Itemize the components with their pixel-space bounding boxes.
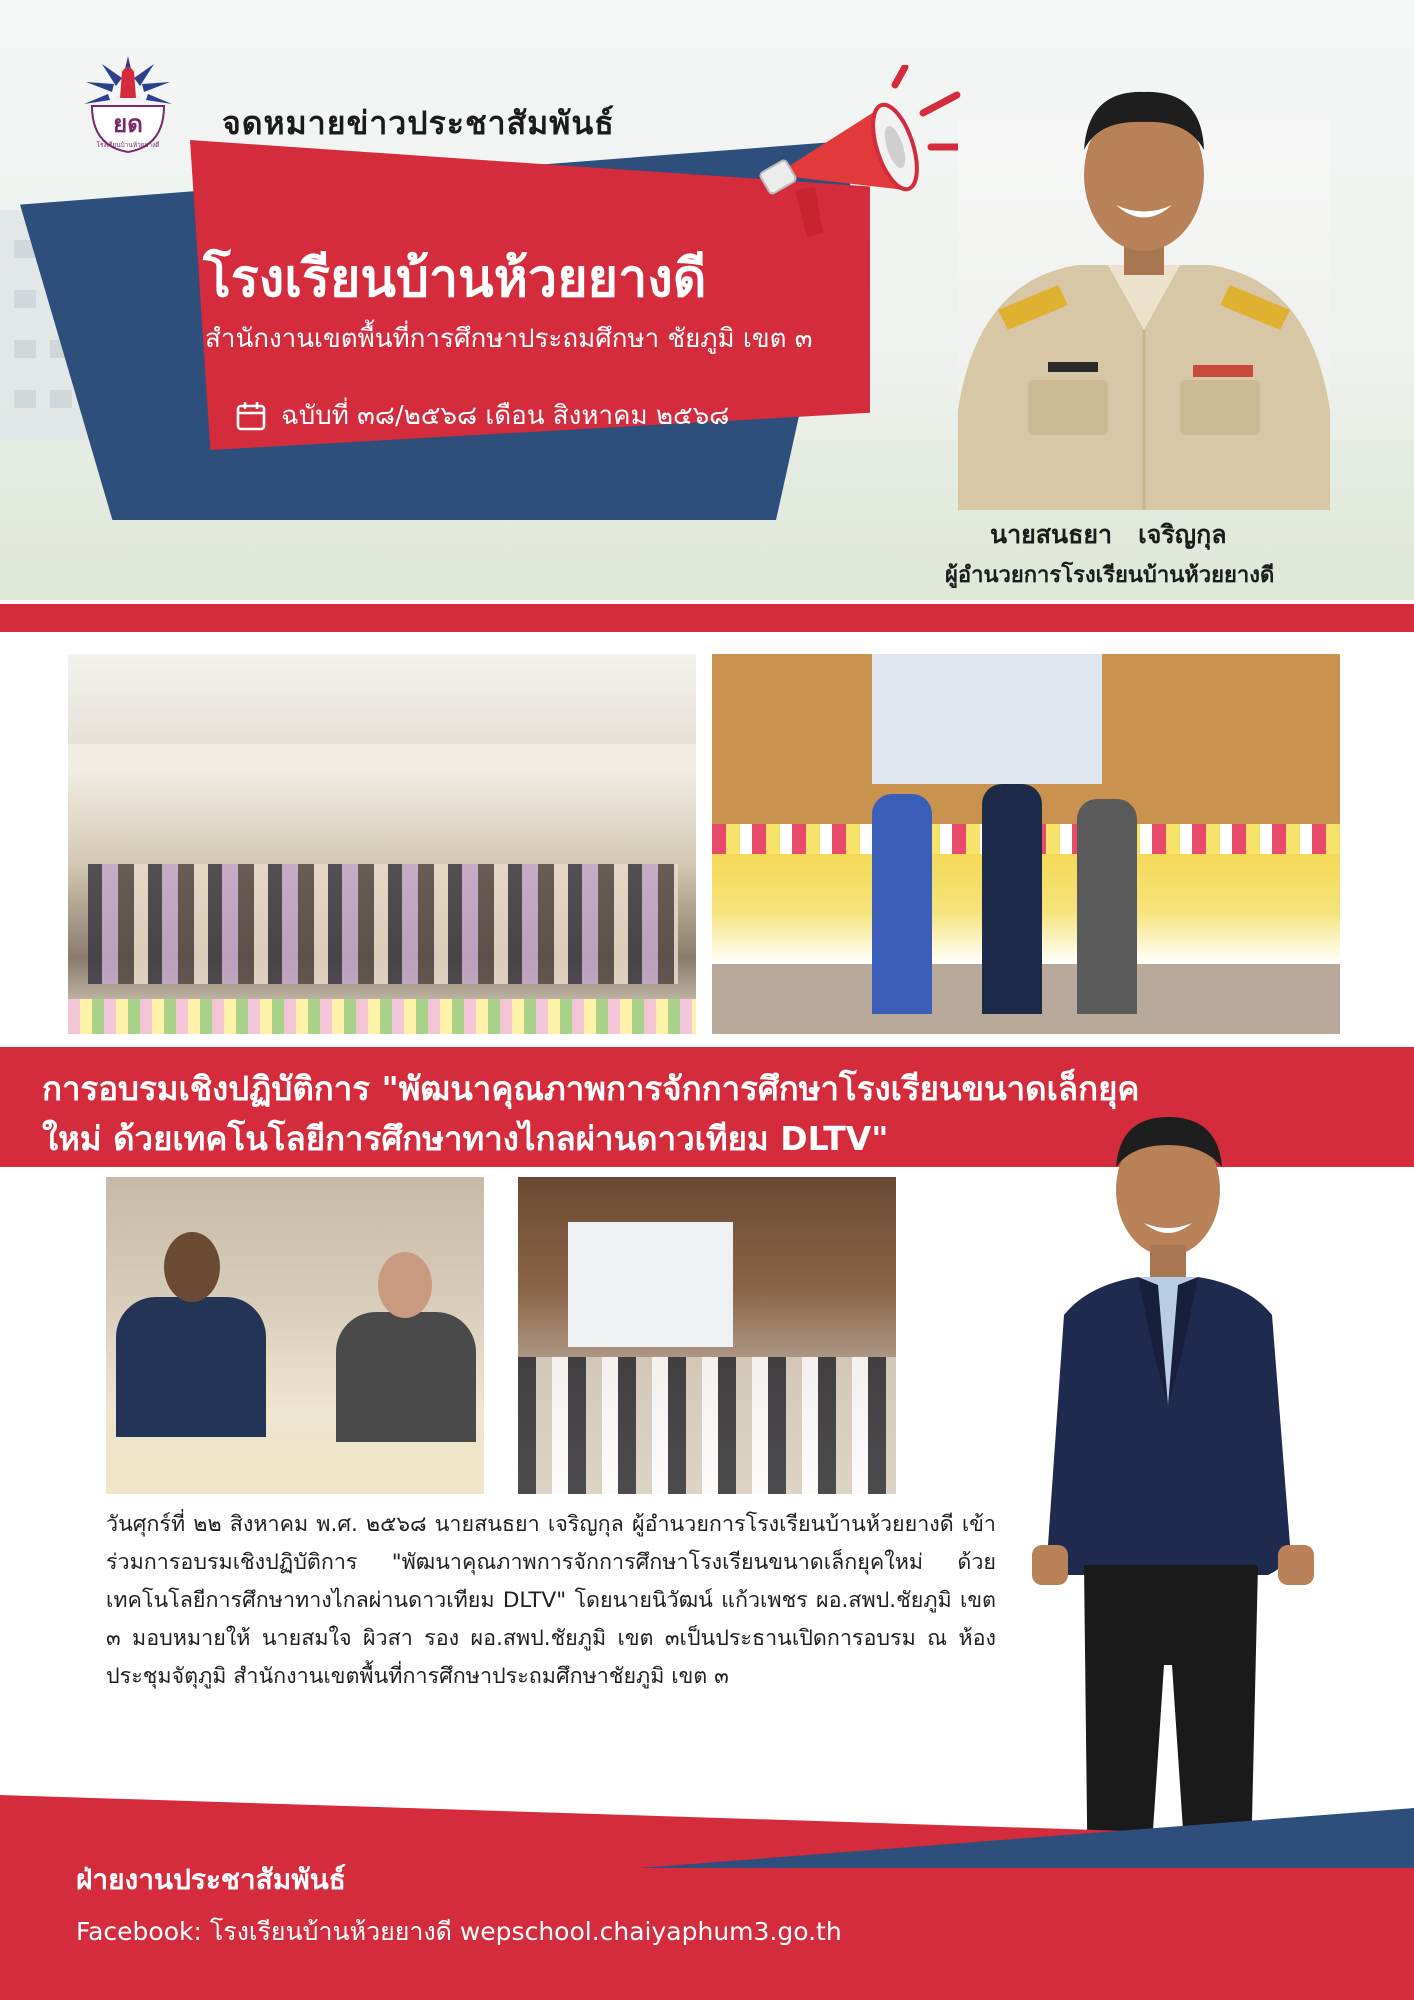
- footer-contact: Facebook: โรงเรียนบ้านห้วยยางดี wepschool.chaiyaphum3.go.th: [76, 1917, 842, 1946]
- officials-photo: [712, 654, 1340, 1034]
- conference-photo: [518, 1177, 896, 1494]
- megaphone-icon: [745, 65, 975, 255]
- issue-info: [235, 395, 729, 436]
- school-name: โรงเรียนบ้านห้วยยางดี: [203, 249, 707, 309]
- article-headline-line2: ใหม่ ด้วยเทคโนโลยีการศึกษาทางไกลผ่านดาวเทียม DLTV": [42, 1119, 889, 1158]
- director-title: ผู้อำนวยการโรงเรียนบ้านห้วยยางดี: [945, 563, 1275, 588]
- svg-text:โรงเรียนบ้านห้วยยางดี: โรงเรียนบ้านห้วยยางดี: [96, 141, 160, 149]
- school-logo-icon: [82, 48, 174, 158]
- group-photo: [68, 654, 696, 1034]
- footer-department: ฝ่ายงานประชาสัมพันธ์: [76, 1863, 346, 1896]
- office-name: สำนักงานเขตพื้นที่การศึกษาประถมศึกษา ชัยภูมิ เขต ๓: [205, 324, 813, 354]
- calendar-icon: [235, 400, 267, 432]
- director-name: นายสนธยา เจริญกุล: [990, 520, 1227, 549]
- issue-number: ฉบับที่ ๓๘/๒๕๖๘ เดือน สิงหาคม ๒๕๖๘: [281, 401, 730, 431]
- svg-text:ยด: ยด: [113, 109, 143, 138]
- article-body: วันศุกร์ที่ ๒๒ สิงหาคม พ.ศ. ๒๕๖๘ นายสนธยา เจริญกุล ผู้อำนวยการโรงเรียนบ้านห้วยยางดี เข้าร่วมการอบรมเชิงปฏิบัติการ "พัฒนาคุณภาพการจักการศึกษาโรงเรียนขนาดเล็กยุคใหม่ ด้วยเทคโนโลยีการศึกษาทางไกลผ่านดาวเทียม DLTV" โดยนายนิวัฒน์ แก้วเพชร ผอ.สพป.ชัยภูมิ เขต ๓ มอบหมายให้ นายสมใจ ผิวสา รอง ผอ.สพป.ชัยภูมิ เขต ๓เป็นประธานเปิดการอบรม ณ ห้องประชุมจัตุภูมิ สำนักงานเขตพื้นที่การศึกษาประถมศึกษาชัยภูมิ เขต ๓: [106, 1512, 996, 1689]
- newsletter-title: จดหมายข่าวประชาสัมพันธ์: [222, 104, 615, 142]
- divider-bar: [0, 604, 1414, 632]
- director-photo: [958, 80, 1330, 510]
- article-headline-line1: การอบรมเชิงปฏิบัติการ "พัฒนาคุณภาพการจักการศึกษาโรงเรียนขนาดเล็กยุค: [42, 1069, 1140, 1108]
- participants-photo: [106, 1177, 484, 1494]
